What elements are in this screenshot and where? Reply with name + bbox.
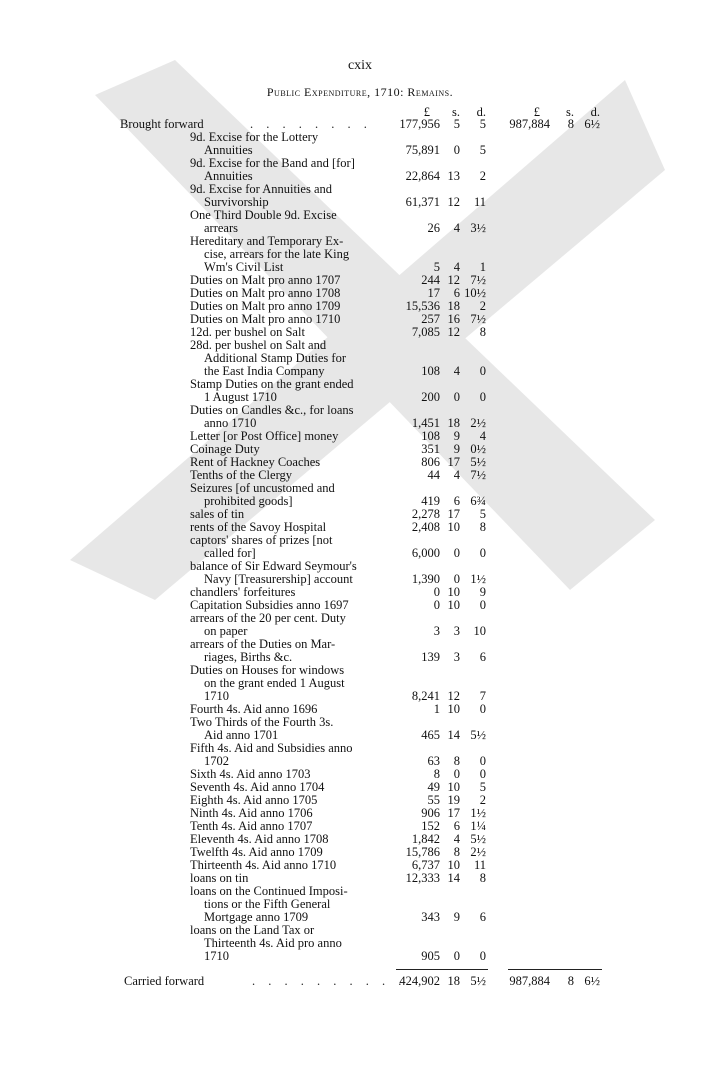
row-label-line: Annuities — [204, 169, 253, 183]
total-shillings-cell: 8 — [567, 974, 574, 988]
table-row — [0, 339, 720, 378]
row-label-line: Letter [or Post Office] money — [190, 429, 339, 443]
pence-cell: 5 — [479, 143, 486, 157]
row-label-line: Duties on Malt pro anno 1708 — [190, 286, 341, 300]
table-row — [0, 443, 720, 456]
shillings-cell: 18 — [447, 299, 460, 313]
table-row — [0, 846, 720, 859]
pence-cell: 5 — [479, 117, 486, 131]
row-label-line: called for] — [204, 546, 256, 560]
shillings-cell: 4 — [453, 221, 460, 235]
shillings-cell: 12 — [447, 325, 460, 339]
pounds-cell: 244 — [421, 273, 440, 287]
shillings-cell: 0 — [453, 949, 460, 963]
table-row — [0, 157, 720, 183]
pence-cell: 7½ — [470, 468, 486, 482]
table-row — [0, 313, 720, 326]
row-label-line: Duties on Malt pro anno 1709 — [190, 299, 341, 313]
pence-cell: 6¾ — [470, 494, 486, 508]
pounds-cell: 0 — [433, 598, 440, 612]
row-label-line: loans on the Land Tax or — [190, 923, 315, 937]
pounds-cell: 424,902 — [399, 974, 440, 988]
pounds-cell: 61,371 — [405, 195, 440, 209]
row-amounts — [0, 456, 720, 469]
row-label-line: Hereditary and Temporary Ex- — [190, 234, 344, 248]
row-label-line: Thirteenth 4s. Aid pro anno — [204, 936, 342, 950]
row-label-line: One Third Double 9d. Excise — [190, 208, 337, 222]
row-amounts — [0, 807, 720, 820]
row-amounts — [0, 625, 720, 638]
shillings-cell: 4 — [453, 364, 460, 378]
table-row — [0, 560, 720, 586]
pence-cell: 6 — [479, 910, 486, 924]
row-label-line: chandlers' forfeitures — [190, 585, 296, 599]
row-amounts — [0, 729, 720, 742]
table-row — [0, 638, 720, 664]
table-row — [0, 469, 720, 482]
pounds-cell: 2,278 — [411, 507, 440, 521]
row-label-line: Tenths of the Clergy — [190, 468, 293, 482]
pounds-cell: 351 — [421, 442, 440, 456]
shillings-cell: 6 — [453, 494, 460, 508]
row-amounts — [0, 651, 720, 664]
row-amounts — [0, 690, 720, 703]
total-pence-cell: 6½ — [584, 117, 600, 131]
pounds-cell: 1,451 — [411, 416, 440, 430]
table-row — [0, 807, 720, 820]
row-label-line: Twelfth 4s. Aid anno 1709 — [190, 845, 323, 859]
leader-dots: . . . . . . . . . . — [252, 974, 407, 988]
shillings-cell: 10 — [447, 702, 460, 716]
shillings-cell: 4 — [453, 260, 460, 274]
table-row — [0, 534, 720, 560]
row-amounts — [0, 326, 720, 339]
row-amounts — [0, 573, 720, 586]
row-label-line: Survivorship — [204, 195, 269, 209]
row-amounts — [0, 768, 720, 781]
total-pence-cell: 6½ — [584, 974, 600, 988]
row-label-line: 9d. Excise for the Band and [for] — [190, 156, 355, 170]
header-shillings: s. — [452, 105, 460, 119]
pence-cell: 0 — [479, 702, 486, 716]
pounds-cell: 108 — [421, 364, 440, 378]
shillings-cell: 4 — [453, 832, 460, 846]
page-number: cxix — [347, 58, 373, 73]
pence-cell: 0 — [479, 390, 486, 404]
row-label-line: Wm's Civil List — [204, 260, 284, 274]
shillings-cell: 5 — [453, 117, 460, 131]
pence-cell: 1 — [479, 260, 486, 274]
pence-cell: 3½ — [470, 221, 486, 235]
shillings-cell: 0 — [453, 143, 460, 157]
pence-cell: 0 — [479, 598, 486, 612]
pence-cell: 1¼ — [470, 819, 486, 833]
row-amounts — [0, 469, 720, 482]
shillings-cell: 14 — [447, 871, 460, 885]
shillings-cell: 14 — [447, 728, 460, 742]
row-label-line: Aid anno 1701 — [204, 728, 279, 742]
pence-cell: 7½ — [470, 312, 486, 326]
row-label-line: Duties on Malt pro anno 1710 — [190, 312, 341, 326]
brought-forward-label: Brought forward — [120, 117, 204, 131]
row-label-line: Additional Stamp Duties for — [204, 351, 346, 365]
pounds-cell: 75,891 — [405, 143, 440, 157]
shillings-cell: 3 — [453, 624, 460, 638]
pounds-cell: 108 — [421, 429, 440, 443]
table-row — [0, 300, 720, 313]
row-amounts — [0, 703, 720, 716]
row-amounts — [0, 222, 720, 235]
pounds-cell: 152 — [421, 819, 440, 833]
row-amounts — [0, 586, 720, 599]
table-row — [0, 183, 720, 209]
row-amounts — [0, 261, 720, 274]
pence-cell: 0 — [479, 949, 486, 963]
table-row — [0, 716, 720, 742]
pence-cell: 7½ — [470, 273, 486, 287]
pounds-cell: 15,536 — [405, 299, 440, 313]
table-row — [0, 209, 720, 235]
pence-cell: 5 — [479, 507, 486, 521]
pence-cell: 11 — [473, 858, 486, 872]
header-total-pence: d. — [590, 105, 600, 119]
shillings-cell: 12 — [447, 689, 460, 703]
pounds-cell: 7,085 — [411, 325, 440, 339]
row-label-line: Mortgage anno 1709 — [204, 910, 309, 924]
shillings-cell: 0 — [453, 390, 460, 404]
shillings-cell: 10 — [447, 858, 460, 872]
pounds-cell: 343 — [421, 910, 440, 924]
header-total-shillings: s. — [566, 105, 574, 119]
row-amounts — [0, 144, 720, 157]
pounds-cell: 6,000 — [411, 546, 440, 560]
pence-cell: 5½ — [470, 974, 486, 988]
shillings-cell: 18 — [447, 974, 460, 988]
row-label-line: 12d. per bushel on Salt — [190, 325, 305, 339]
shillings-cell: 6 — [453, 286, 460, 300]
pounds-cell: 1,842 — [411, 832, 440, 846]
pence-cell: 5½ — [470, 832, 486, 846]
row-amounts — [0, 287, 720, 300]
pence-cell: 5 — [479, 780, 486, 794]
row-amounts — [0, 521, 720, 534]
pounds-cell: 44 — [427, 468, 440, 482]
row-label-line: prohibited goods] — [204, 494, 293, 508]
row-label-line: 1710 — [204, 689, 229, 703]
pence-cell: 2½ — [470, 845, 486, 859]
table-row — [0, 456, 720, 469]
row-amounts — [0, 859, 720, 872]
table-row — [0, 404, 720, 430]
row-amounts — [0, 300, 720, 313]
row-amounts — [0, 430, 720, 443]
row-amounts — [0, 196, 720, 209]
carried-forward-row — [0, 975, 720, 988]
row-label-line: sales of tin — [190, 507, 245, 521]
row-amounts — [0, 872, 720, 885]
header-total-pounds: £ — [533, 105, 540, 119]
table-row — [0, 833, 720, 846]
carried-forward-label: Carried forward — [124, 974, 205, 988]
row-label-line: arrears of the Duties on Mar- — [190, 637, 336, 651]
shillings-cell: 0 — [453, 767, 460, 781]
shillings-cell: 10 — [447, 585, 460, 599]
table-row — [0, 664, 720, 703]
row-amounts — [0, 391, 720, 404]
shillings-cell: 17 — [447, 455, 460, 469]
table-row — [0, 742, 720, 768]
pounds-cell: 419 — [421, 494, 440, 508]
pence-cell: 10½ — [464, 286, 486, 300]
total-shillings-cell: 8 — [567, 117, 574, 131]
row-amounts — [0, 274, 720, 287]
shillings-cell: 10 — [447, 520, 460, 534]
row-label-line: Ninth 4s. Aid anno 1706 — [190, 806, 313, 820]
pounds-cell: 257 — [421, 312, 440, 326]
row-label-line: 28d. per bushel on Salt and — [190, 338, 327, 352]
row-amounts — [0, 547, 720, 560]
row-amounts — [0, 846, 720, 859]
pounds-cell: 63 — [427, 754, 440, 768]
table-row — [0, 235, 720, 274]
header-pence: d. — [476, 105, 486, 119]
row-label-line: Duties on Houses for windows — [190, 663, 345, 677]
header-pounds: £ — [423, 105, 430, 119]
pence-cell: 4 — [479, 429, 486, 443]
pence-cell: 5½ — [470, 728, 486, 742]
table-row — [0, 508, 720, 521]
pence-cell: 8 — [479, 871, 486, 885]
shillings-cell: 6 — [453, 819, 460, 833]
pounds-cell: 49 — [427, 780, 440, 794]
pence-cell: 6 — [479, 650, 486, 664]
table-row — [0, 326, 720, 339]
pence-cell: 0 — [479, 767, 486, 781]
pounds-cell: 8,241 — [411, 689, 440, 703]
row-label-line: Stamp Duties on the grant ended — [190, 377, 354, 391]
row-label-line: Eleventh 4s. Aid anno 1708 — [190, 832, 329, 846]
row-label-line: 9d. Excise for the Lottery — [190, 130, 319, 144]
shillings-cell: 0 — [453, 546, 460, 560]
row-amounts — [0, 599, 720, 612]
pence-cell: 2 — [479, 299, 486, 313]
shillings-cell: 19 — [447, 793, 460, 807]
table-row — [0, 781, 720, 794]
table-row — [0, 794, 720, 807]
pounds-cell: 26 — [427, 221, 440, 235]
pounds-cell: 12,333 — [405, 871, 440, 885]
pence-cell: 0½ — [470, 442, 486, 456]
row-label-line: rents of the Savoy Hospital — [190, 520, 327, 534]
shillings-cell: 18 — [447, 416, 460, 430]
row-label-line: 1710 — [204, 949, 229, 963]
table-row — [0, 287, 720, 300]
row-amounts — [0, 794, 720, 807]
brought-forward-row — [0, 118, 720, 131]
pounds-cell: 905 — [421, 949, 440, 963]
pounds-cell: 3 — [433, 624, 440, 638]
table-row — [0, 768, 720, 781]
shillings-cell: 16 — [447, 312, 460, 326]
row-label-line: 9d. Excise for Annuities and — [190, 182, 332, 196]
pence-cell: 7 — [479, 689, 486, 703]
row-label-line: Duties on Malt pro anno 1707 — [190, 273, 341, 287]
pence-cell: 8 — [479, 325, 486, 339]
row-amounts — [0, 313, 720, 326]
total-pounds-cell: 987,884 — [509, 117, 550, 131]
pounds-cell: 1 — [433, 702, 440, 716]
row-amounts — [0, 508, 720, 521]
pence-cell: 2½ — [470, 416, 486, 430]
row-label-line: Fourth 4s. Aid anno 1696 — [190, 702, 318, 716]
table-row — [0, 521, 720, 534]
shillings-cell: 12 — [447, 195, 460, 209]
pence-cell: 0 — [479, 364, 486, 378]
pence-cell: 8 — [479, 520, 486, 534]
pounds-cell: 465 — [421, 728, 440, 742]
pounds-cell: 200 — [421, 390, 440, 404]
table-row — [0, 859, 720, 872]
row-label-line: loans on tin — [190, 871, 249, 885]
pence-cell: 11 — [473, 195, 486, 209]
shillings-cell: 8 — [453, 754, 460, 768]
row-amounts — [0, 443, 720, 456]
pence-cell: 1½ — [470, 572, 486, 586]
shillings-cell: 0 — [453, 572, 460, 586]
table-row — [0, 703, 720, 716]
shillings-cell: 10 — [447, 780, 460, 794]
row-label-line: Duties on Candles &c., for loans — [190, 403, 354, 417]
row-label-line: Seventh 4s. Aid anno 1704 — [190, 780, 325, 794]
pounds-cell: 806 — [421, 455, 440, 469]
shillings-cell: 9 — [453, 442, 460, 456]
table-row — [0, 430, 720, 443]
pounds-cell: 5 — [433, 260, 440, 274]
total-pounds-cell: 987,884 — [509, 974, 550, 988]
shillings-cell: 9 — [453, 910, 460, 924]
pence-cell: 2 — [479, 169, 486, 183]
pounds-cell: 906 — [421, 806, 440, 820]
row-amounts — [0, 950, 720, 963]
pounds-cell: 1,390 — [411, 572, 440, 586]
pence-cell: 2 — [479, 793, 486, 807]
row-amounts — [0, 417, 720, 430]
pounds-cell: 6,737 — [411, 858, 440, 872]
row-label-line: the East India Company — [204, 364, 325, 378]
row-label-line: 1 August 1710 — [204, 390, 277, 404]
row-label-line: Fifth 4s. Aid and Subsidies anno — [190, 741, 353, 755]
row-label-line: Sixth 4s. Aid anno 1703 — [190, 767, 311, 781]
shillings-cell: 4 — [453, 468, 460, 482]
row-label-line: Two Thirds of the Fourth 3s. — [190, 715, 334, 729]
grand-total-rule — [508, 969, 602, 970]
row-label-line: Rent of Hackney Coaches — [190, 455, 321, 469]
table-row — [0, 378, 720, 404]
table-row — [0, 274, 720, 287]
pounds-cell: 2,408 — [411, 520, 440, 534]
total-rule — [396, 969, 488, 970]
row-label-line: Coinage Duty — [190, 442, 260, 456]
row-label-line: Capitation Subsidies anno 1697 — [190, 598, 349, 612]
row-amounts — [0, 170, 720, 183]
table-row — [0, 872, 720, 885]
page-heading: Public Expenditure, 1710: Remains. — [266, 85, 454, 99]
pounds-cell: 22,864 — [405, 169, 440, 183]
row-label-line: arrears — [204, 221, 238, 235]
row-amounts — [0, 495, 720, 508]
row-amounts — [0, 820, 720, 833]
row-label-line: Thirteenth 4s. Aid anno 1710 — [190, 858, 337, 872]
shillings-cell: 8 — [453, 845, 460, 859]
pounds-cell: 8 — [433, 767, 440, 781]
leader-dots: . . . . . . . . — [250, 117, 372, 131]
table-row — [0, 586, 720, 599]
pence-cell: 0 — [479, 754, 486, 768]
row-label-line: Eighth 4s. Aid anno 1705 — [190, 793, 318, 807]
pence-cell: 0 — [479, 546, 486, 560]
pence-cell: 5½ — [470, 455, 486, 469]
shillings-cell: 10 — [447, 598, 460, 612]
row-label-line: on paper — [204, 624, 248, 638]
pounds-cell: 15,786 — [405, 845, 440, 859]
row-label-line: Tenth 4s. Aid anno 1707 — [190, 819, 313, 833]
row-label-line: Annuities — [204, 143, 253, 157]
row-label-line: balance of Sir Edward Seymour's — [190, 559, 357, 573]
row-label-line: 1702 — [204, 754, 229, 768]
shillings-cell: 13 — [447, 169, 460, 183]
table-row — [0, 885, 720, 924]
row-label-line: anno 1710 — [204, 416, 257, 430]
table-row — [0, 482, 720, 508]
shillings-cell: 12 — [447, 273, 460, 287]
table-row — [0, 131, 720, 157]
row-label-line: loans on the Continued Imposi- — [190, 884, 348, 898]
row-label-line: cise, arrears for the late King — [204, 247, 350, 261]
row-amounts — [0, 365, 720, 378]
table-row — [0, 599, 720, 612]
row-label-line: Navy [Treasurership] account — [204, 572, 353, 586]
pounds-cell: 0 — [433, 585, 440, 599]
pounds-cell: 139 — [421, 650, 440, 664]
row-label-line: tions or the Fifth General — [204, 897, 331, 911]
table-row — [0, 612, 720, 638]
pence-cell: 10 — [473, 624, 486, 638]
shillings-cell: 17 — [447, 507, 460, 521]
pence-cell: 9 — [479, 585, 486, 599]
row-label-line: on the grant ended 1 August — [204, 676, 345, 690]
row-amounts — [0, 911, 720, 924]
row-label-line: captors' shares of prizes [not — [190, 533, 333, 547]
row-label-line: arrears of the 20 per cent. Duty — [190, 611, 346, 625]
pounds-cell: 55 — [427, 793, 440, 807]
row-amounts — [0, 833, 720, 846]
pounds-cell: 177,956 — [399, 117, 440, 131]
table-row — [0, 924, 720, 963]
shillings-cell: 3 — [453, 650, 460, 664]
row-label-line: riages, Births &c. — [204, 650, 293, 664]
row-label-line: Seizures [of uncustomed and — [190, 481, 335, 495]
pounds-cell: 17 — [427, 286, 440, 300]
shillings-cell: 17 — [447, 806, 460, 820]
pence-cell: 1½ — [470, 806, 486, 820]
shillings-cell: 9 — [453, 429, 460, 443]
table-row — [0, 820, 720, 833]
row-amounts — [0, 755, 720, 768]
row-amounts — [0, 781, 720, 794]
